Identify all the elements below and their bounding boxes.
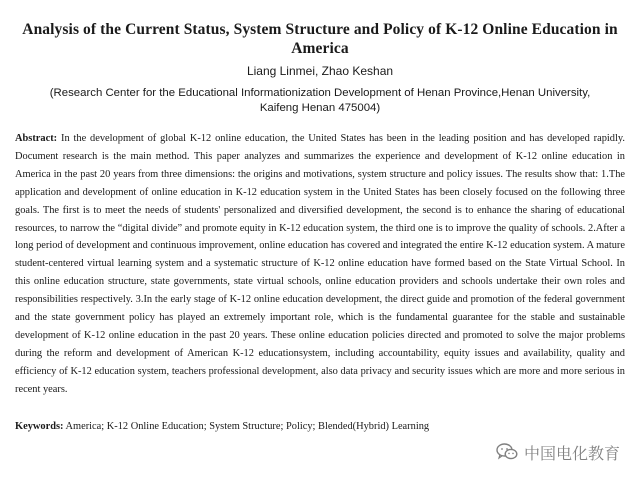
keywords-text: America; K-12 Online Education; System Structure; Policy; Blended(Hybrid) Learning [65,421,430,432]
abstract-text: In the development of global K-12 online education, the United States has been in the leading position and has developed rapidly. Document research is the main method. This paper analyzes and summarizes the experience and development of K-12 online education in America in the past 20 years from three dimensions: the origins and motivations, system structure and policy issues. The results show that: 1.The application and development of online education in K-12 education system in the United States has been closely focused on the following three goals. The first is to meet the needs of students' personalized and diversified development, the second is to enhance the sharing of educational resources, to narrow the “digital divide” and promote equity in K-12 education system, the third one is to improve the quality of schools. 2.After a long period of development and continuous improvement, online education has covered and integrated the entire K-12 education system. A mature student-centered virtual learning system and a systematic structure of K-12 online education have formed based on the State Virtual School. In this online education structure, state governments, state virtual schools, online education providers and schools undertake their own roles and responsibilities respectively. 3.In the early stage of K-12 online education development, the direct guide and promotion of the federal government and the state government policy has played an extremely important role, which is the fundamental guarantee for the stable and sustainable development of K-12 online education in the past 20 years. These online education policies directed and promoted to solve the major problems during the reform and development of American K-12 educationsystem, including accountability, equity issues and availability, quality and efficiency of K-12 education system, teachers professional development, also data privacy and security issues which are more and more serious in recent years. [15,133,625,395]
wechat-icon [496,443,518,461]
watermark-text: 中国电化教育 [524,443,621,463]
keywords-label: Keywords: [15,421,64,432]
keywords-paragraph [15,418,625,435]
paper-affiliation: (Research Center for the Educational Informationization Development of Henan Province,Henan University, Kaifeng Henan 475004) [49,87,591,114]
paper-authors: Liang Linmei, Zhao Keshan [246,64,394,78]
paper-title: Analysis of the Current Status, System Structure and Policy of K-12 Online Education in America [22,21,618,57]
abstract-label: Abstract: [15,133,58,144]
watermark [496,440,620,464]
abstract-paragraph [15,130,625,399]
